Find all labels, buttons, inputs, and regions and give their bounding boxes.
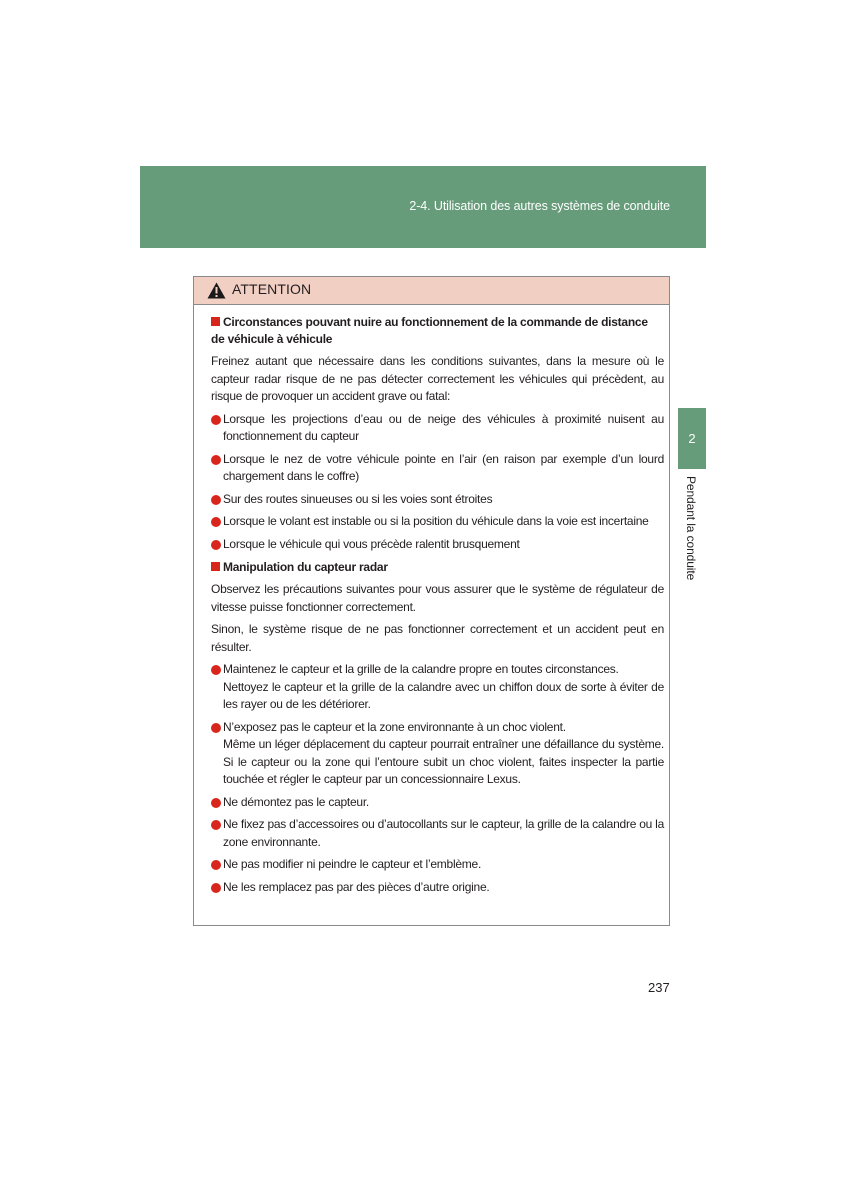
list-item-text: Sur des routes sinueuses ou si les voies sont étroites	[223, 491, 493, 506]
paragraph: Observez les précautions suivantes pour vous assurer que le système de régulateur de vitesse puisse fonctionner correctement.	[211, 582, 664, 614]
list-item-text: Ne démontez pas le capteur.	[223, 794, 370, 809]
list-item	[211, 513, 664, 531]
paragraph: Freinez autant que nécessaire dans les conditions suivantes, dans la mesure où le capteur radar risque de ne pas détecter correctement les véhicules qui précèdent, au risque de provoquer un accident grave ou fatal:	[211, 354, 664, 403]
list-item	[211, 719, 664, 789]
list-item	[211, 451, 664, 486]
page-number: 237	[648, 980, 670, 995]
list-item-text: Lorsque le véhicule qui vous précède ralentit brusquement	[223, 536, 520, 551]
chapter-label: Pendant la conduite	[684, 476, 698, 581]
list-item-text: Lorsque le volant est instable ou si la position du véhicule dans la voie est incertaine	[223, 514, 649, 528]
section-heading-conditions	[211, 314, 664, 348]
list-item-text: Ne pas modifier ni peindre le capteur et l’emblème.	[223, 857, 482, 871]
section-heading-text: Manipulation du capteur radar	[223, 560, 388, 574]
red-square-icon	[211, 562, 220, 571]
caution-content	[194, 314, 669, 896]
list-item-text: Maintenez le capteur et la grille de la calandre propre en toutes circonstances.	[223, 662, 619, 676]
red-bullet-icon	[211, 883, 221, 893]
section-header-band	[140, 166, 706, 248]
caution-title: ATTENTION	[232, 281, 312, 297]
warning-triangle-icon	[207, 282, 226, 299]
list-item-text: Ne les remplacez pas par des pièces d’autre origine.	[223, 879, 490, 894]
list-item	[211, 536, 664, 554]
list-item	[211, 411, 664, 446]
red-bullet-icon	[211, 517, 221, 527]
section-heading-text: Circonstances pouvant nuire au fonctionnement de la commande de distance de véhicule à véhicule	[211, 315, 648, 346]
red-bullet-icon	[211, 723, 221, 733]
red-bullet-icon	[211, 860, 221, 870]
red-square-icon	[211, 317, 220, 326]
chapter-tab: 2	[678, 408, 706, 469]
list-item	[211, 856, 664, 874]
list-item	[211, 794, 664, 812]
list-item	[211, 661, 664, 714]
red-bullet-icon	[211, 665, 221, 675]
red-bullet-icon	[211, 495, 221, 505]
list-item-subtext: Même un léger déplacement du capteur pourrait entraîner une défaillance du système. Si le capteur ou la zone qui l’entoure subit un choc violent, faites inspecter la partie touchée et régler le capteur par un concessionnaire Lexus.	[223, 737, 664, 786]
list-item	[211, 816, 664, 851]
red-bullet-icon	[211, 455, 221, 465]
caution-header	[194, 277, 669, 305]
section-heading-radar	[211, 559, 664, 576]
list-item-text: Lorsque le nez de votre véhicule pointe en l’air (en raison par exemple d’un lourd chargement dans le coffre)	[223, 451, 664, 483]
list-item-subtext: Nettoyez le capteur et la grille de la calandre avec un chiffon doux de sorte à éviter de les rayer ou de les détériorer.	[223, 679, 664, 711]
list-item-text: N’exposez pas le capteur et la zone environnante à un choc violent.	[223, 719, 566, 734]
list-item	[211, 879, 664, 897]
red-bullet-icon	[211, 798, 221, 808]
section-title: 2-4. Utilisation des autres systèmes de conduite	[409, 199, 670, 213]
red-bullet-icon	[211, 415, 221, 425]
list-item	[211, 491, 664, 509]
red-bullet-icon	[211, 540, 221, 550]
list-item-text: Ne fixez pas d’accessoires ou d’autocollants sur le capteur, la grille de la calandre ou la zone environnante.	[223, 817, 664, 849]
paragraph: Sinon, le système risque de ne pas fonctionner correctement et un accident peut en résulter.	[211, 622, 664, 654]
list-item-text: Lorsque les projections d’eau ou de neige des véhicules à proximité nuisent au fonctionnement du capteur	[223, 411, 664, 443]
caution-box	[193, 276, 670, 926]
red-bullet-icon	[211, 820, 221, 830]
